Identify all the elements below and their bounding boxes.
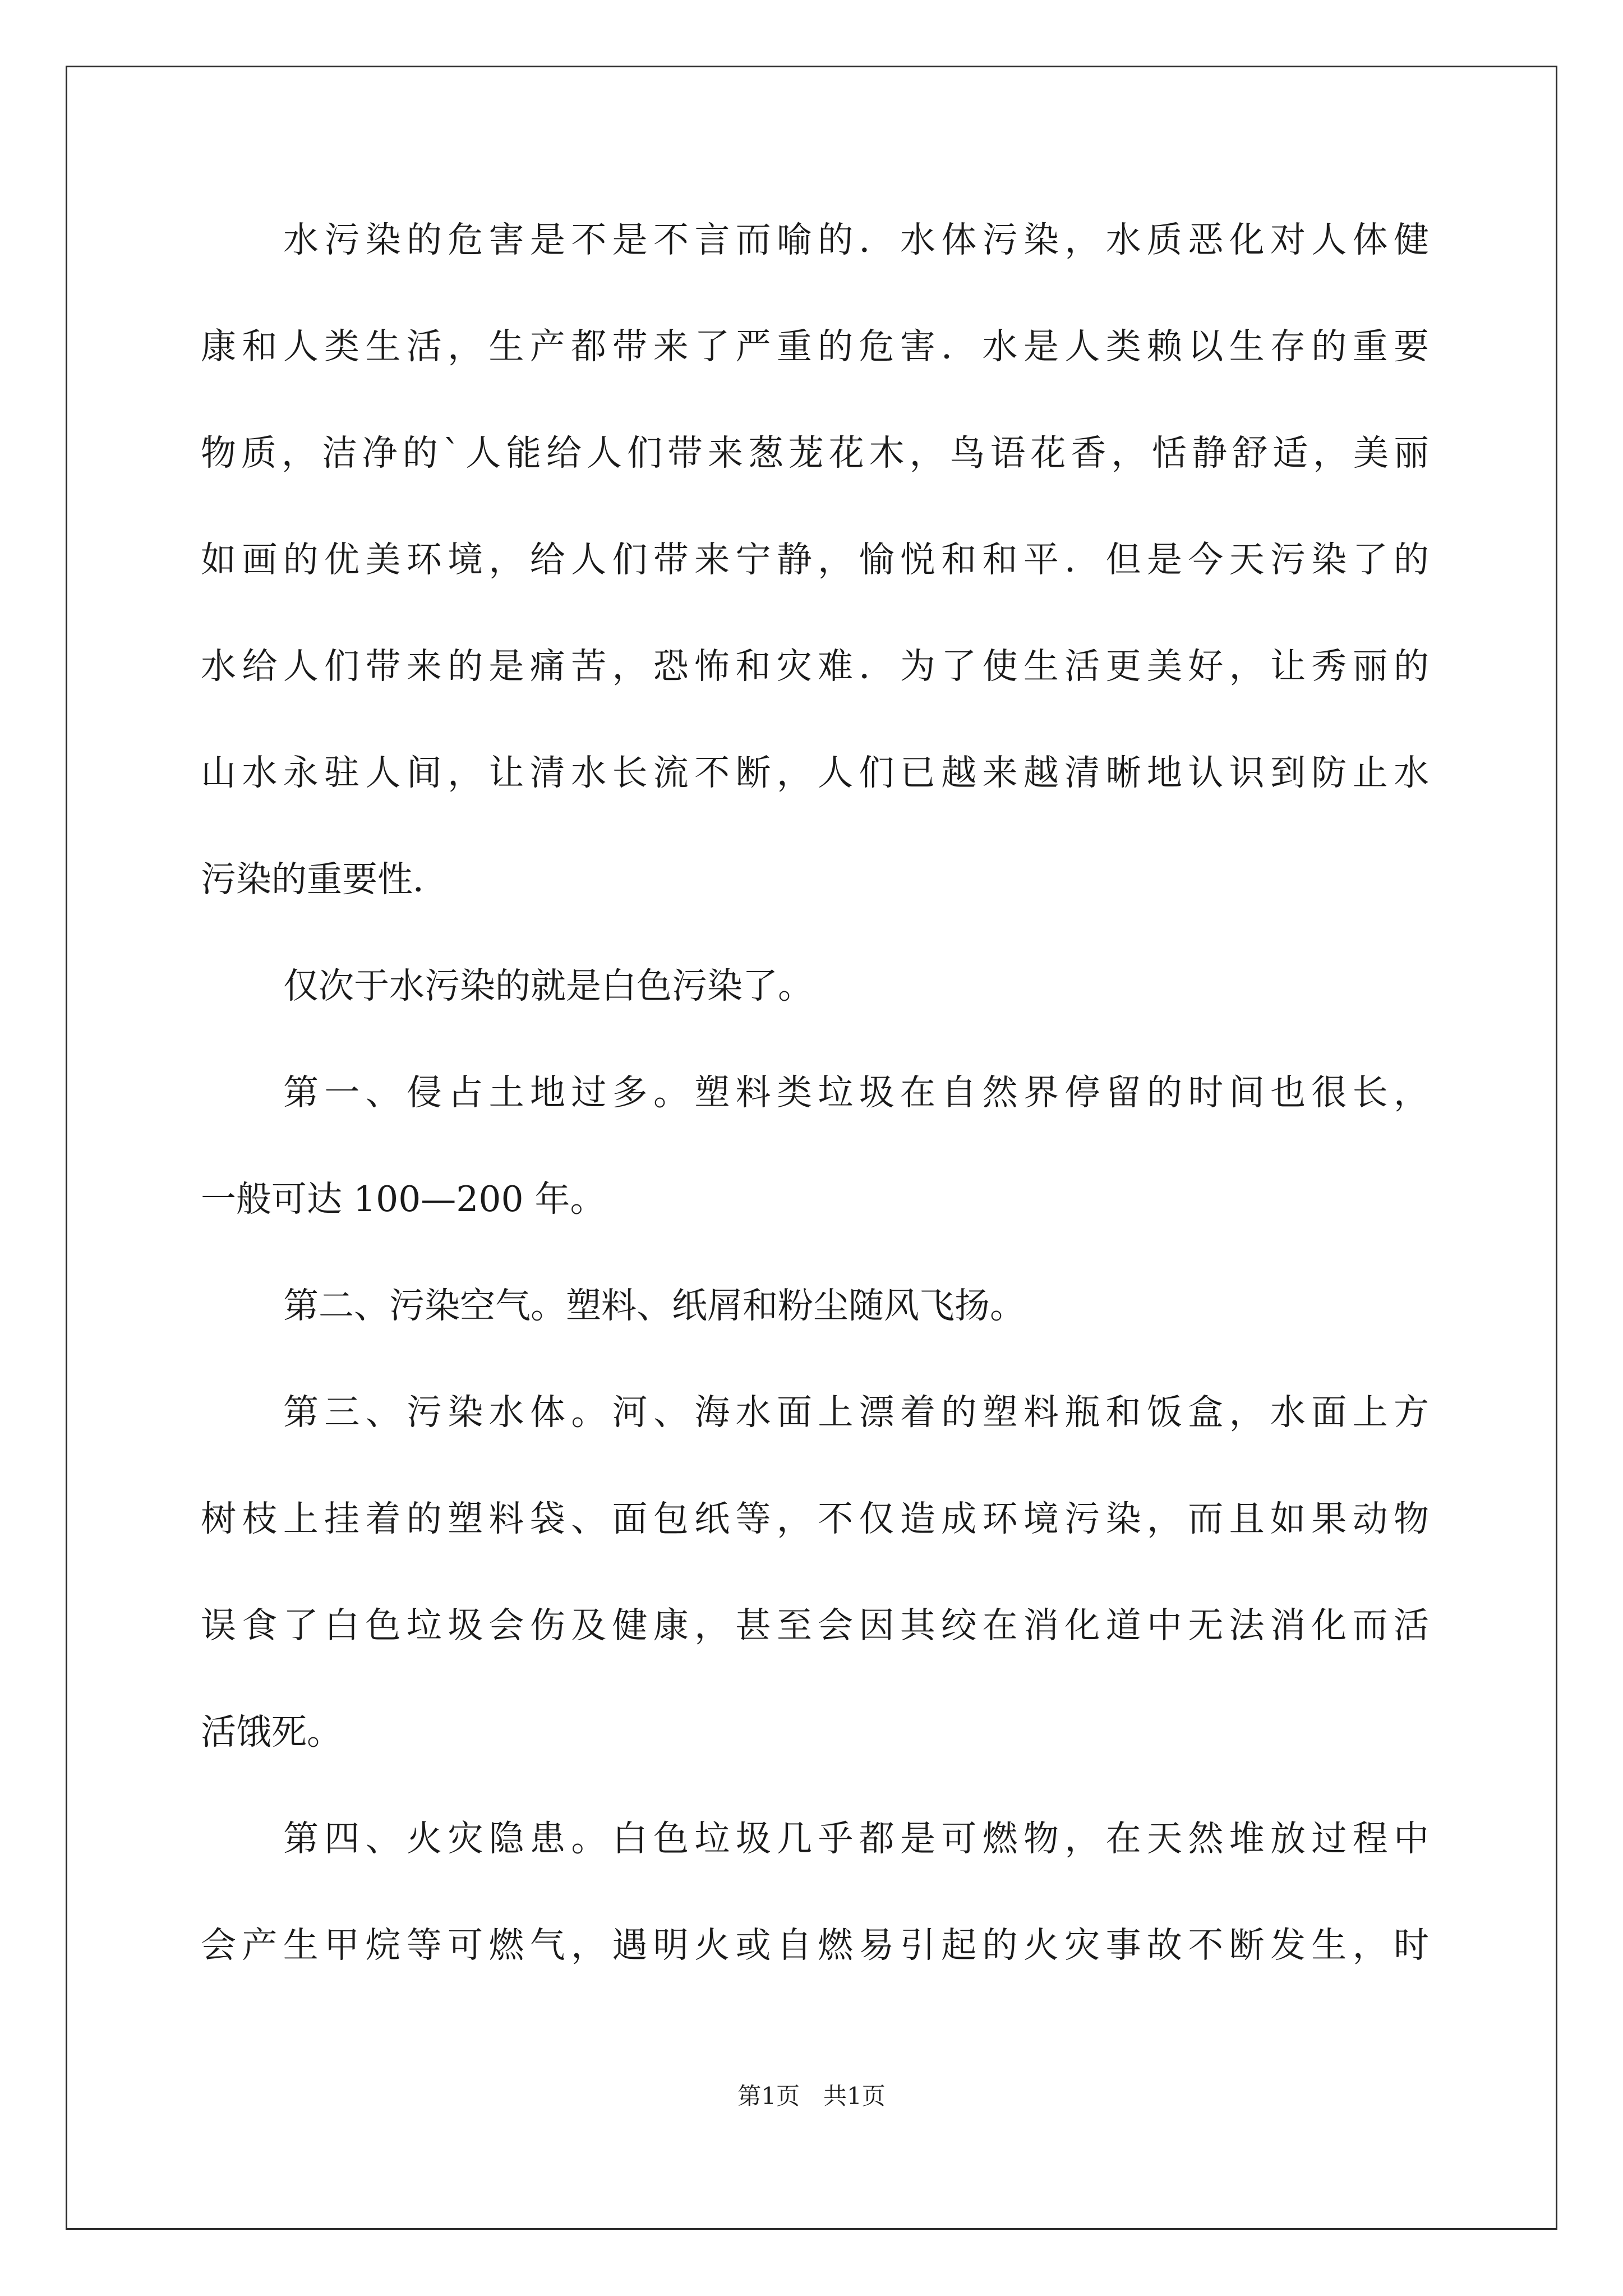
document-body	[201, 219, 1429, 2031]
paragraph-line: 污染的重要性．	[201, 859, 448, 900]
paragraph-line: 活饿死。	[201, 1711, 342, 1752]
page-footer: 第1页 共1页	[737, 2082, 886, 2110]
paragraph-line: 康和人类生活，生产都带来了严重的危害．水是人类赖以生存的重要	[201, 326, 1429, 367]
paragraph-line: 山水永驻人间，让清水长流不断，人们已越来越清晰地认识到防止水	[201, 752, 1429, 793]
paragraph-line: 第一、侵占土地过多。塑料类垃圾在自然界停留的时间也很长，	[283, 1072, 1429, 1113]
paragraph-line: 第四、火灾隐患。白色垃圾几乎都是可燃物，在天然堆放过程中	[283, 1818, 1429, 1859]
paragraph-line: 会产生甲烷等可燃气，遇明火或自燃易引起的火灾事故不断发生，时	[201, 1925, 1429, 1966]
paragraph-line: 水污染的危害是不是不言而喻的．水体污染，水质恶化对人体健	[283, 219, 1429, 260]
paragraph-line: 第二、污染空气。塑料、纸屑和粉尘随风飞扬。	[283, 1285, 1025, 1326]
paragraph-line: 如画的优美环境，给人们带来宁静，愉悦和和平．但是今天污染了的	[201, 539, 1429, 580]
paragraph-line: 水给人们带来的是痛苦，恐怖和灾难．为了使生活更美好，让秀丽的	[201, 646, 1429, 687]
paragraph-line: 树枝上挂着的塑料袋、面包纸等，不仅造成环境污染，而且如果动物	[201, 1498, 1429, 1539]
paragraph-line: 误食了白色垃圾会伤及健康，甚至会因其绞在消化道中无法消化而活	[201, 1605, 1429, 1646]
paragraph-line: 物质，洁净的`人能给人们带来葱茏花木，鸟语花香，恬静舒适，美丽	[201, 432, 1429, 473]
paragraph-line: 第三、污染水体。河、海水面上漂着的塑料瓶和饭盒，水面上方	[283, 1392, 1429, 1433]
paragraph-line: 仅次于水污染的就是白色污染了。	[283, 965, 813, 1006]
paragraph-line: 一般可达 100—200 年。	[201, 1179, 606, 1220]
